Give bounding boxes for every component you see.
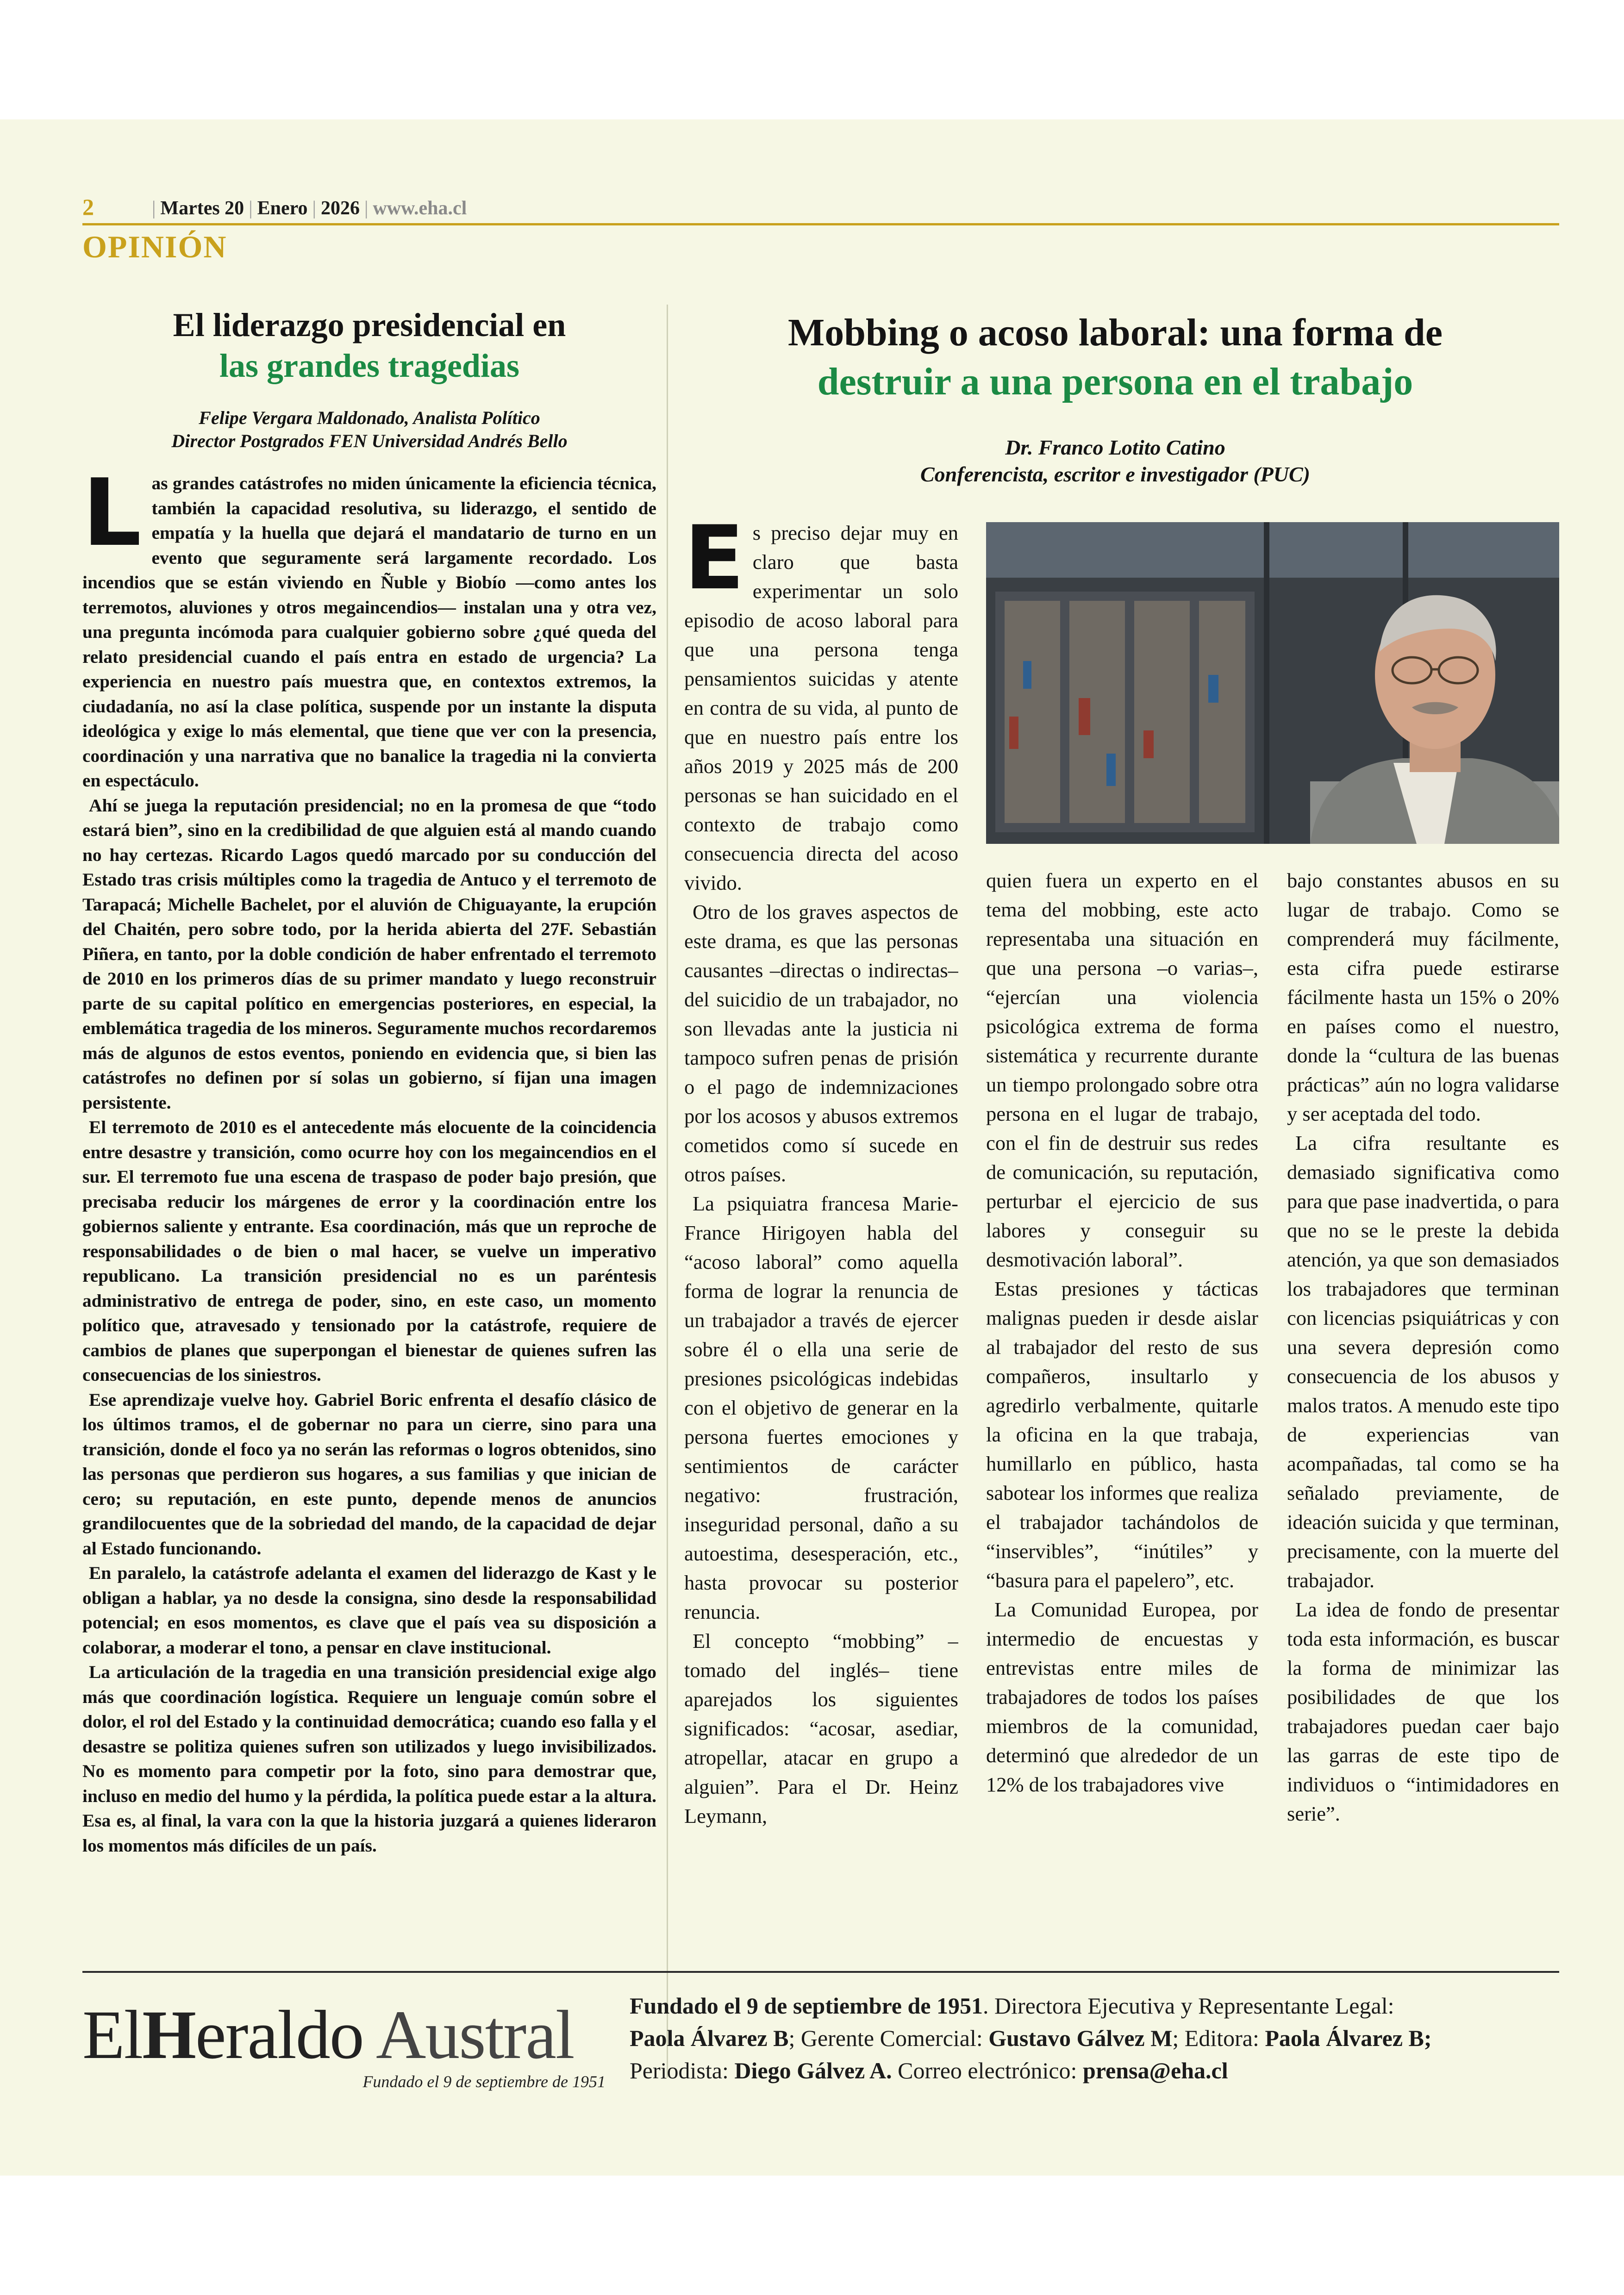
- article1-paragraph: La articulación de la tragedia en una transición presidencial exige algo más que coordinación logística. Requiere un lenguaje común sobre el dolor, el rol del Estado y la continuidad democrática; cuando eso falla y el desastre se politiza quienes sufren son utilizados y luego invisibilizados. No es momento para competir por la foto, sino para demostrar que, incluso en medio del humo y la pérdida, la política puede estar a la altura. Esa es, al final, la vara con la que la historia juzgará a quienes lideraron los momentos más difíciles de un país.: [82, 1662, 656, 1856]
- director-label: . Directora Ejecutiva y Representante Legal:: [983, 1993, 1394, 2019]
- manager-label: ; Gerente Comercial:: [788, 2025, 989, 2051]
- article2-column-3: [1287, 866, 1559, 2083]
- article2-title-line1: Mobbing o acoso laboral: una forma de: [787, 311, 1443, 354]
- article2-byline: [671, 434, 1559, 488]
- article2-column-2: [986, 866, 1258, 2083]
- logo-h: H: [142, 1996, 195, 2073]
- manager-name: Gustavo Gálvez M: [988, 2025, 1173, 2051]
- article1-paragraph: En paralelo, la catástrofe adelanta el examen del liderazgo de Kast y le obligan a hablar, ya no desde la consigna, sino desde la responsabilidad potencial; en esos momentos, es clave que el país vea su disposición a colaborar, a moderar el tono, a pensar en clave institucional.: [82, 1563, 656, 1658]
- article1-body: [82, 471, 656, 2073]
- article2-paragraph: quien fuera un experto en el tema del mobbing, este acto representaba una situación en que una persona –o varias–, “ejercían una violencia psicológica extrema de forma sistemática y recurrente durante un tiempo prolongado sobre otra persona en el lugar de trabajo, con el fin de destruir sus redes de comunicación, su reputación, perturbar el ejercicio de sus labores y conseguir su desmotivación laboral”.: [986, 869, 1258, 1271]
- contact-email[interactable]: prensa@eha.cl: [1082, 2058, 1228, 2083]
- issue-month: Enero: [257, 198, 308, 219]
- article2-paragraph: bajo constantes abusos en su lugar de trabajo. Como se comprenderá muy fácilmente, esta cifra puede estirarse fácilmente hasta un 15% o 20% en países como el nuestro, donde la “cultura de las buenas prácticas” aún no logra validarse y ser aceptada del todo.: [1287, 869, 1559, 1125]
- journalist-name: Diego Gálvez A.: [734, 2058, 892, 2083]
- article1-paragraph: as grandes catástrofes no miden únicamente la eficiencia técnica, también la capacidad resolutiva, su liderazgo, el sentido de empatía y la huella que dejará el mandatario de turno en un evento que seguramente será largamente recordado. Los incendios que se están viviendo en Ñuble y Biobío —como antes los terremotos, aluviones y otros megaincendios— instalan una y otra vez, una pregunta incómoda para cualquier gobierno sobre ¿qué queda del relato presidencial cuando el país entra en estado de urgencia? La experiencia en nuestro país muestra que, en contextos extremos, la ciudadanía, no así la clase política, suspende por un instante la disputa ideológica y exige lo más elemental, que tiene que ver con la presencia, coordinación y una narrativa que no banalice la tragedia ni la convierta en espectáculo.: [82, 473, 656, 791]
- article2-paragraph: s preciso dejar muy en claro que basta experimentar un solo episodio de acoso laboral para que una persona tenga pensamientos suicidas y atente en contra de su vida, al punto de que en nuestro país entre los años 2019 y 2025 más de 200 personas se han suicidado en el contexto de trabajo como consecuencia directa del acoso vivido.: [684, 521, 958, 894]
- section-title: OPINIÓN: [82, 229, 227, 264]
- article2-author: Dr. Franco Lotito Catino: [1005, 436, 1225, 459]
- article1-title-line2: las grandes tragedias: [219, 347, 519, 384]
- article1-drop-cap: L: [82, 471, 142, 567]
- logo-austral: Austral: [376, 1996, 574, 2073]
- author-photo: [986, 522, 1559, 844]
- footer-rule: [82, 1971, 1559, 1973]
- article2-drop-cap: E: [684, 518, 744, 609]
- article2-column-1: [684, 518, 958, 2083]
- imprint: [630, 1989, 1560, 2087]
- article2-paragraph: La psiquiatra francesa Marie-France Hirigoyen habla del “acoso laboral” como aquella forma de lograr la renuncia de un trabajador a través de ejercer sobre él o ella una serie de presiones psicológicas indebidas con el objetivo de generar en la persona fuertes emociones y sentimientos de carácter negativo: frustración, inseguridad personal, daño a su autoestima, desesperación, etc., hasta provocar su posterior renuncia.: [684, 1192, 958, 1623]
- page-header: [82, 193, 1559, 220]
- journalist-label: Periodista:: [630, 2058, 735, 2083]
- logo-wordmark: [82, 1998, 574, 2072]
- article2-paragraph: El concepto “mobbing” –tomado del inglés– tiene aparejados los siguientes significados: “acosar, asediar, atropellar, atacar en grupo a alguien”. Para el Dr. Heinz Leymann,: [684, 1629, 958, 1827]
- article2-title-line2: destruir a una persona en el trabajo: [817, 360, 1413, 403]
- article2-paragraph: Otro de los graves aspectos de este drama, es que las personas causantes –directas o indirectas– del suicidio de un trabajador, no son llevadas ante la justicia ni tampoco sufren penas de prisión o el pago de indemnizaciones por los acosos y abusos extremos cometidos como sí sucede en otros países.: [684, 900, 958, 1186]
- logo-eraldo: eraldo: [195, 1996, 363, 2073]
- logo-el: El: [82, 1996, 143, 2073]
- author-portrait-image: [986, 522, 1559, 844]
- article1-author-role: Director Postgrados FEN Universidad Andrés Bello: [171, 430, 568, 451]
- article2-paragraph: La idea de fondo de presentar toda esta información, es buscar la forma de minimizar las posibilidades de que los trabajadores puedan caer bajo las garras de este tipo de individuos o “intimidadores en serie”.: [1287, 1598, 1559, 1825]
- article2-title: [671, 308, 1559, 406]
- article2-author-role: Conferencista, escritor e investigador (PUC): [920, 462, 1310, 486]
- article2-paragraph: Estas presiones y tácticas malignas pueden ir desde aislar al trabajador del resto de sus compañeros, insultarlo y agredirlo verbalmente, quitarle la oficina en la que trabaja, humillarlo en público, hasta sabotear los informes que realiza el trabajador tachándolos de “inservibles”, “inútiles” y “basura para el papelero”, etc.: [986, 1277, 1258, 1592]
- issue-meta: | Martes 20 | Enero | 2026 | www.eha.cl: [152, 198, 467, 219]
- editor-label: ; Editora:: [1172, 2025, 1265, 2051]
- article2-paragraph: La cifra resultante es demasiado significativa como para que pase inadvertida, o para que no se le preste la debida atención, ya que son demasiados los trabajadores que terminan con licencias psiquiátricas y con una severa depresión como consecuencia de los abusos y malos tratos. A menudo este tipo de experiencias van acompañadas, tal como se ha señalado previamente, de ideación suicida y que terminan, precisamente, con la muerte del trabajador.: [1287, 1131, 1559, 1592]
- issue-year: 2026: [320, 198, 360, 219]
- director-name: Paola Álvarez B: [630, 2025, 789, 2051]
- article1-paragraph: Ahí se juega la reputación presidencial; no en la promesa de que “todo estará bien”, sino en la credibilidad de que alguien está al mando cuando no hay certezas. Ricardo Lagos quedó marcado por su conducción del Estado tras crisis múltiples como la tragedia de Antuco y el terremoto de Tarapacá; Michelle Bachelet, por el aluvión de Chiguayante, la erupción del Chaitén, pero sobre todo, por la herida abierta del 27F. Sebastián Piñera, en tanto, por la doble condición de haber enfrentado el terremoto de 2010 en los primeros días de su primer mandato y luego reconstruir parte de su capital político en emergencias posteriores, en especial, la emblemática tragedia de los mineros. Seguramente muchos recordaremos más de algunos de estos eventos, poniendo en evidencia que, si bien las catástrofes no definen por sí solas un gobierno, sí fijan una imagen persistente.: [82, 795, 656, 1113]
- column-divider: [667, 305, 668, 2077]
- editor-name: Paola Álvarez B;: [1265, 2025, 1432, 2051]
- logo-tagline: Fundado el 9 de septiembre de 1951: [362, 2072, 606, 2091]
- article1-title-line1: El liderazgo presidencial en: [173, 306, 566, 343]
- article1-byline: [82, 406, 656, 453]
- email-label: Correo electrónico:: [892, 2058, 1083, 2083]
- article1-author: Felipe Vergara Maldonado, Analista Político: [199, 407, 540, 428]
- header-rule: [82, 223, 1559, 225]
- site-url[interactable]: www.eha.cl: [373, 198, 467, 219]
- newspaper-logo: [82, 1989, 606, 2091]
- article1-paragraph: Ese aprendizaje vuelve hoy. Gabriel Boric enfrenta el desafío clásico de los últimos tramos, el de gobernar no para un cierre, sino para una transición, donde el foco ya no serán las reformas o logros obtenidos, sino las personas que perdieron sus hogares, a sus familias y que inician de cero; su reputación, en este punto, depende menos de anuncios grandilocuentes que de la sobriedad del mando, de la capacidad de dejar al Estado funcionando.: [82, 1389, 656, 1559]
- article2-paragraph: La Comunidad Europea, por intermedio de encuestas y entrevistas entre miles de trabajadores de todos los países miembros de la comunidad, determinó que alrededor de un 12% de los trabajadores vive: [986, 1598, 1258, 1796]
- newspaper-page: [0, 119, 1624, 2176]
- article1-paragraph: El terremoto de 2010 es el antecedente más elocuente de la coincidencia entre desastre y transición, como ocurre hoy con los megaincendios en el sur. El terremoto fue una escena de traspaso de poder bajo presión, que precisaba reducir los márgenes de error y la coordinación entre los gobiernos saliente y entrante. Esa coordinación, más que un reproche de responsabilidades o de bien o mal hacer, se vuelve un imperativo republicano. La transición presidencial no es un paréntesis administrativo de entrega de poder, sino, en este caso, un momento político que, atravesado y tensionado por la catástrofe, requiere de cambios de planes que superpongan el bienestar de quienes sufren las consecuencias de los siniestros.: [82, 1117, 656, 1385]
- page-number: 2: [82, 194, 94, 220]
- article1-title: [82, 305, 656, 386]
- issue-day: Martes 20: [160, 198, 244, 219]
- founded-date: Fundado el 9 de septiembre de 1951: [630, 1993, 983, 2019]
